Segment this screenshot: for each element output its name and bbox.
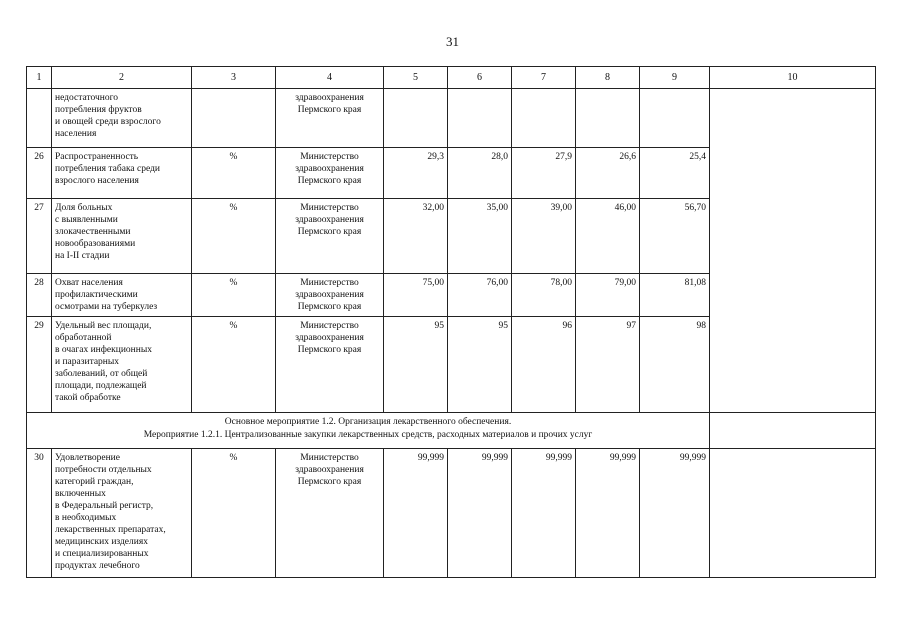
responsible-cell: Министерство здравоохранения Пермского края (276, 199, 384, 274)
row-number-cell: 27 (27, 199, 52, 274)
table-row (27, 89, 876, 148)
responsible-cell: Министерство здравоохранения Пермского края (276, 148, 384, 199)
value-cell (448, 89, 512, 148)
value-cell: 95 (384, 317, 448, 413)
unit-cell: % (192, 317, 276, 413)
unit-cell: % (192, 148, 276, 199)
value-cell (640, 89, 710, 148)
value-cell: 78,00 (512, 274, 576, 317)
indicators-table (26, 66, 876, 578)
value-cell (384, 89, 448, 148)
value-cell: 46,00 (576, 199, 640, 274)
column-10-cell (710, 449, 876, 578)
indicator-name-cell: Доля больных с выявленными злокачественными новообразованиями на I-II стадии (52, 199, 192, 274)
row-number-cell (27, 89, 52, 148)
value-cell: 76,00 (448, 274, 512, 317)
value-cell: 29,3 (384, 148, 448, 199)
header-cell: 4 (276, 67, 384, 89)
value-cell: 26,6 (576, 148, 640, 199)
value-cell: 27,9 (512, 148, 576, 199)
value-cell: 99,999 (576, 449, 640, 578)
column-10-cell (710, 89, 876, 413)
value-cell: 99,999 (448, 449, 512, 578)
section-line-2: Мероприятие 1.2.1. Централизованные закупки лекарственных средств, расходных материалов и прочих услуг (143, 430, 593, 440)
unit-cell: % (192, 449, 276, 578)
value-cell: 81,08 (640, 274, 710, 317)
value-cell (512, 89, 576, 148)
indicator-name-cell: Удовлетворение потребности отдельных категорий граждан, включенных в Федеральный регистр, в необходимых лекарственных препаратах, медицинских изделиях и специализированных продуктах лечебного (52, 449, 192, 578)
value-cell: 35,00 (448, 199, 512, 274)
header-cell: 10 (710, 67, 876, 89)
value-cell: 99,999 (640, 449, 710, 578)
row-number-cell: 28 (27, 274, 52, 317)
value-cell: 99,999 (384, 449, 448, 578)
value-cell: 79,00 (576, 274, 640, 317)
header-cell: 8 (576, 67, 640, 89)
value-cell: 96 (512, 317, 576, 413)
unit-cell (192, 89, 276, 148)
value-cell: 98 (640, 317, 710, 413)
value-cell: 75,00 (384, 274, 448, 317)
unit-cell: % (192, 199, 276, 274)
header-cell: 6 (448, 67, 512, 89)
page-number: 31 (446, 34, 459, 49)
value-cell (576, 89, 640, 148)
header-cell: 2 (52, 67, 192, 89)
header-row (27, 67, 876, 89)
section-line-1: Основное мероприятие 1.2. Организация лекарственного обеспечения. (224, 417, 512, 427)
indicator-name-cell: недостаточного потребления фруктов и овощей среди взрослого населения (52, 89, 192, 148)
indicator-name-cell: Удельный вес площади, обработанной в очагах инфекционных и паразитарных заболеваний, от общей площади, подлежащей такой обработке (52, 317, 192, 413)
value-cell: 95 (448, 317, 512, 413)
unit-cell: % (192, 274, 276, 317)
value-cell: 99,999 (512, 449, 576, 578)
section-header-row (27, 413, 876, 449)
column-10-cell (710, 413, 876, 449)
indicator-name-cell: Распространенность потребления табака среди взрослого населения (52, 148, 192, 199)
row-number-cell: 29 (27, 317, 52, 413)
header-cell: 3 (192, 67, 276, 89)
section-title (27, 413, 710, 449)
value-cell: 25,4 (640, 148, 710, 199)
responsible-cell: здравоохранения Пермского края (276, 89, 384, 148)
indicator-name-cell: Охват населения профилактическими осмотрами на туберкулез (52, 274, 192, 317)
table-row (27, 449, 876, 578)
header-cell: 5 (384, 67, 448, 89)
value-cell: 32,00 (384, 199, 448, 274)
responsible-cell: Министерство здравоохранения Пермского края (276, 449, 384, 578)
value-cell: 97 (576, 317, 640, 413)
header-cell: 1 (27, 67, 52, 89)
row-number-cell: 26 (27, 148, 52, 199)
value-cell: 39,00 (512, 199, 576, 274)
value-cell: 56,70 (640, 199, 710, 274)
row-number-cell: 30 (27, 449, 52, 578)
header-cell: 7 (512, 67, 576, 89)
responsible-cell: Министерство здравоохранения Пермского края (276, 274, 384, 317)
responsible-cell: Министерство здравоохранения Пермского края (276, 317, 384, 413)
value-cell: 28,0 (448, 148, 512, 199)
header-cell: 9 (640, 67, 710, 89)
